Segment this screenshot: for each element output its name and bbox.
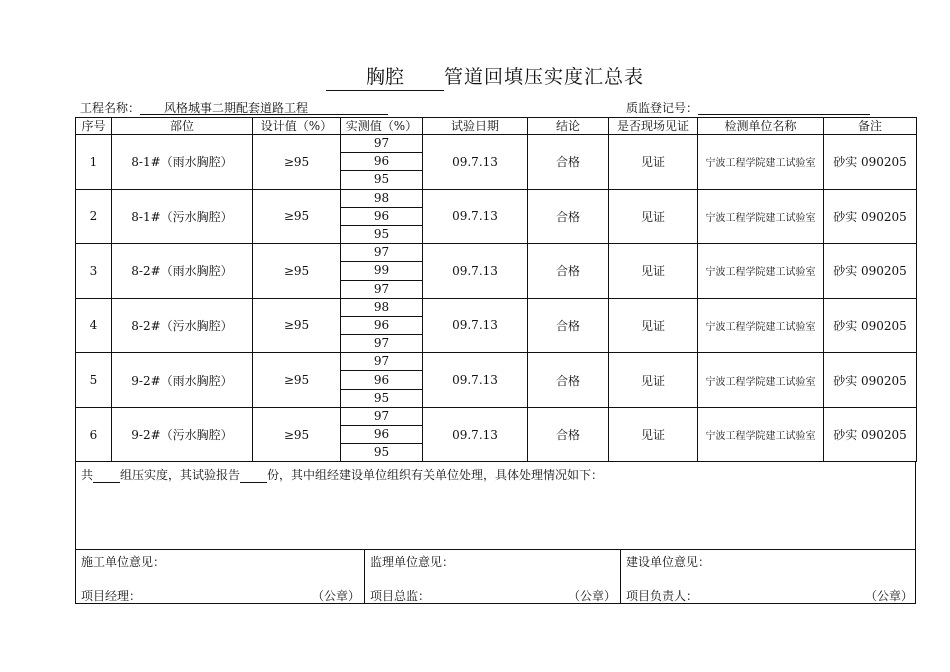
cell-date: 09.7.13 <box>423 135 528 190</box>
cell-witness: 见证 <box>609 135 698 190</box>
supervision-unit-column <box>365 550 621 603</box>
cell-no: 4 <box>76 298 112 353</box>
cell-design: ≥95 <box>253 135 341 190</box>
cell-design: ≥95 <box>253 407 341 462</box>
table-row <box>76 189 917 207</box>
cell-result: 合格 <box>528 135 609 190</box>
header-witness: 是否现场见证 <box>609 118 698 135</box>
table-row <box>76 353 917 371</box>
blank-group-count <box>93 470 120 483</box>
cell-date: 09.7.13 <box>423 244 528 299</box>
cell-note: 砂实 090205 <box>824 244 917 299</box>
cell-witness: 见证 <box>609 407 698 462</box>
cell-org: 宁波工程学院建工试验室 <box>698 298 824 353</box>
quality-registration-label: 质监登记号： <box>626 101 699 115</box>
cell-result: 合格 <box>528 298 609 353</box>
cell-org: 宁波工程学院建工试验室 <box>698 135 824 190</box>
header-note: 备注 <box>824 118 917 135</box>
project-name-label: 工程名称： <box>80 101 141 115</box>
cell-note: 砂实 090205 <box>824 407 917 462</box>
title-main: 管道回填压实度汇总表 <box>444 66 645 88</box>
cell-measured: 95 <box>341 225 423 243</box>
cell-result: 合格 <box>528 407 609 462</box>
header-org: 检测单位名称 <box>698 118 824 135</box>
remarks-part-3: 份，其中组经建设单位组织有关单位处理，具体处理情况如下： <box>267 468 604 482</box>
header-result: 结论 <box>528 118 609 135</box>
cell-org: 宁波工程学院建工试验室 <box>698 244 824 299</box>
chief-supervisor-label: 项目总监： <box>370 589 431 603</box>
header-no: 序号 <box>76 118 112 135</box>
cell-measured: 97 <box>341 407 423 425</box>
cell-witness: 见证 <box>609 353 698 408</box>
construction-unit-column <box>76 550 365 603</box>
project-leader-label: 项目负责人： <box>626 589 699 603</box>
cell-measured: 96 <box>341 207 423 225</box>
official-seal-label: （公章） <box>567 589 616 603</box>
remarks-text <box>81 466 603 483</box>
cell-witness: 见证 <box>609 244 698 299</box>
cell-result: 合格 <box>528 353 609 408</box>
cell-part: 8-1#（污水胸腔） <box>112 189 253 244</box>
cell-measured: 95 <box>341 444 423 462</box>
table-row <box>76 244 917 262</box>
cell-witness: 见证 <box>609 298 698 353</box>
table-row <box>76 135 917 153</box>
cell-part: 9-2#（雨水胸腔） <box>112 353 253 408</box>
cell-measured: 97 <box>341 244 423 262</box>
cell-part: 8-1#（雨水胸腔） <box>112 135 253 190</box>
cell-date: 09.7.13 <box>423 407 528 462</box>
owner-opinion-label: 建设单位意见： <box>626 555 711 569</box>
cell-note: 砂实 090205 <box>824 298 917 353</box>
cell-org: 宁波工程学院建工试验室 <box>698 407 824 462</box>
compaction-summary-table <box>75 117 917 462</box>
cell-design: ≥95 <box>253 244 341 299</box>
blank-report-count <box>240 470 267 483</box>
cell-org: 宁波工程学院建工试验室 <box>698 189 824 244</box>
cell-design: ≥95 <box>253 189 341 244</box>
construction-opinion-label: 施工单位意见： <box>81 555 166 569</box>
quality-registration-value <box>698 101 870 115</box>
project-manager-label: 项目经理： <box>81 589 142 603</box>
cell-no: 6 <box>76 407 112 462</box>
cell-measured: 99 <box>341 262 423 280</box>
official-seal-label: （公章） <box>311 589 360 603</box>
project-name-value: 风格城事二期配套道路工程 <box>140 102 388 115</box>
cell-measured: 97 <box>341 280 423 298</box>
document-title <box>0 64 950 94</box>
cell-measured: 97 <box>341 353 423 371</box>
cell-measured: 96 <box>341 316 423 334</box>
cell-measured: 95 <box>341 389 423 407</box>
cell-measured: 98 <box>341 189 423 207</box>
cell-org: 宁波工程学院建工试验室 <box>698 353 824 408</box>
official-seal-label: （公章） <box>864 589 913 603</box>
table-header-row <box>76 118 917 135</box>
header-design: 设计值（%） <box>253 118 341 135</box>
cell-no: 1 <box>76 135 112 190</box>
cell-date: 09.7.13 <box>423 298 528 353</box>
cell-note: 砂实 090205 <box>824 189 917 244</box>
cell-date: 09.7.13 <box>423 353 528 408</box>
cell-measured: 96 <box>341 426 423 444</box>
owner-unit-column <box>621 550 917 603</box>
cell-measured: 96 <box>341 371 423 389</box>
remarks-part-2: 组压实度，其试验报告 <box>120 468 241 482</box>
remarks-part-1: 共 <box>81 468 94 482</box>
cell-witness: 见证 <box>609 189 698 244</box>
signature-section <box>75 550 916 604</box>
cell-note: 砂实 090205 <box>824 135 917 190</box>
remarks-section <box>75 462 916 550</box>
cell-design: ≥95 <box>253 298 341 353</box>
cell-date: 09.7.13 <box>423 189 528 244</box>
supervision-opinion-label: 监理单位意见： <box>370 555 455 569</box>
title-prefix: 胸腔 <box>326 64 444 91</box>
cell-result: 合格 <box>528 244 609 299</box>
header-date: 试验日期 <box>423 118 528 135</box>
cell-measured: 97 <box>341 335 423 353</box>
cell-no: 3 <box>76 244 112 299</box>
header-measured: 实测值（%） <box>341 118 423 135</box>
cell-no: 2 <box>76 189 112 244</box>
table-row <box>76 298 917 316</box>
table-row <box>76 407 917 425</box>
cell-design: ≥95 <box>253 353 341 408</box>
cell-part: 9-2#（污水胸腔） <box>112 407 253 462</box>
quality-registration-field <box>626 101 870 115</box>
cell-measured: 96 <box>341 153 423 171</box>
cell-measured: 95 <box>341 171 423 189</box>
cell-no: 5 <box>76 353 112 408</box>
header-part: 部位 <box>112 118 253 135</box>
cell-part: 8-2#（污水胸腔） <box>112 298 253 353</box>
cell-measured: 98 <box>341 298 423 316</box>
project-name-field <box>80 101 388 115</box>
cell-note: 砂实 090205 <box>824 353 917 408</box>
cell-part: 8-2#（雨水胸腔） <box>112 244 253 299</box>
cell-result: 合格 <box>528 189 609 244</box>
cell-measured: 97 <box>341 135 423 153</box>
